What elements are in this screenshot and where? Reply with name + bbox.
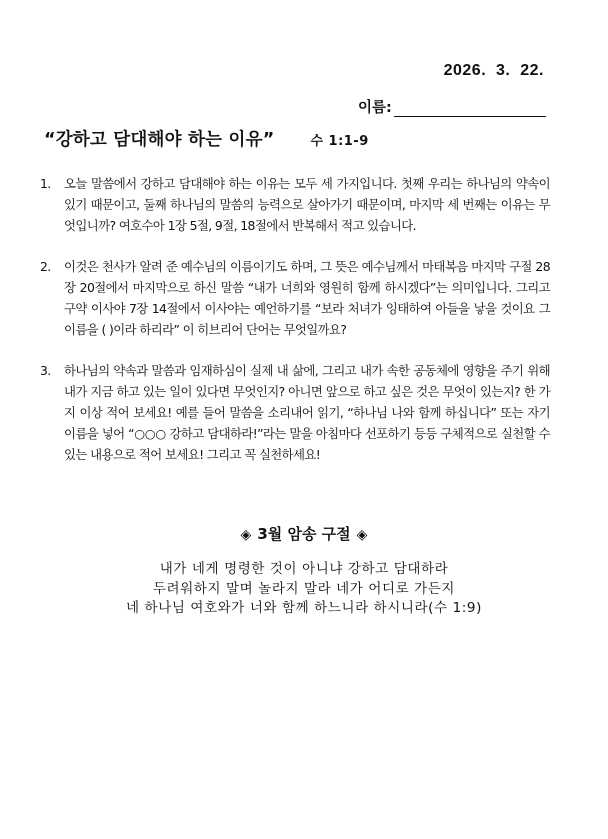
- diamond-icon: ◈: [240, 527, 252, 543]
- memory-verse-text: [0, 560, 608, 619]
- name-label: 이름:: [358, 100, 392, 116]
- question-item: [40, 360, 550, 465]
- question-text: 오늘 말씀에서 강하고 담대해야 하는 이유는 모두 세 가지입니다. 첫째 우리는 하나님의 약속이 있기 때문이고, 둘째 하나님의 말씀의 능력으로 살아가기 때문이며, 마지막 세 번째는 이유는 무엇입니까? 여호수아 1장 5절, 9절, 18절에서 반복해서 적고 있습니다.: [64, 176, 550, 233]
- scripture-reference: 수 1:1-9: [310, 134, 369, 149]
- memory-verse-line: 내가 네게 명령한 것이 아니냐 강하고 담대하라: [159, 561, 449, 577]
- memory-verse-heading-row: [0, 523, 608, 544]
- memory-verse-line: 두려워하지 말며 놀라지 말라 네가 어디로 가든지: [152, 580, 456, 597]
- question-item: [40, 173, 550, 236]
- question-text: 하나님의 약속과 말씀과 임재하심이 실제 내 삶에, 그리고 내가 속한 공동체에 영향을 주기 위해 내가 지금 하고 있는 일이 있다면 무엇인지? 아니면 앞으로 하고 싶은 것은 무엇이 있는지? 한 가지 이상 적어 보세요! 예를 들어 말씀을 소리내어 읽기, “하나님 나와 함께 하십니다” 또는 자기 이름을 넣어 “○○○ 강하고 담대하라!”라는 말을 아침마다 선포하기 등등 구체적으로 실천할 수 있는 내용으로 적어 보세요! 그리고 꼭 실천하세요!: [64, 363, 550, 462]
- title-row: [44, 126, 369, 151]
- memory-verse-heading: 3월 암송 구절: [257, 525, 351, 543]
- question-number: 2.: [40, 259, 51, 274]
- memory-verse-line: 네 하나님 여호와가 너와 함께 하느니라 하시니라(수 1:9): [126, 600, 482, 616]
- name-field-row: [358, 96, 546, 117]
- question-text: 이것은 천사가 알려 준 예수님의 이름이기도 하며, 그 뜻은 예수님께서 마태복음 마지막 구절 28장 20절에서 마지막으로 하신 말씀 “내가 너희와 영원히 함께 하시겠다”는 의미입니다. 그리고 구약 이사야 7장 14절에서 이사야는 예언하기를 “보라 처녀가 잉태하여 아들을 낳을 것이요 그 이름을 ( )이라 하리라” 이 히브리어 단어는 무엇일까요?: [64, 259, 550, 337]
- question-number: 3.: [40, 363, 51, 378]
- question-number: 1.: [40, 176, 51, 191]
- question-item: [40, 256, 550, 340]
- page-title: “강하고 담대해야 하는 이유”: [44, 130, 275, 150]
- diamond-icon: ◈: [356, 527, 368, 543]
- name-blank-line: [394, 100, 546, 117]
- date: 2026. 3. 22.: [443, 62, 544, 79]
- question-list: [40, 173, 550, 485]
